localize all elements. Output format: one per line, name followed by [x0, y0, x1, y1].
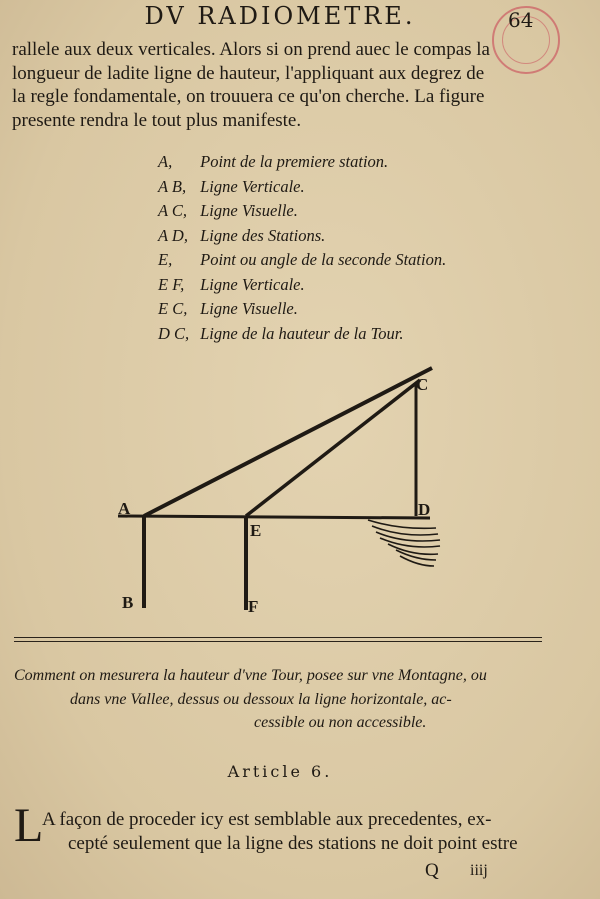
legend-item [158, 322, 478, 347]
legend-text: Point ou angle de la seconde Station. [200, 250, 447, 269]
legend-item [158, 224, 478, 249]
legend-label: A B, [158, 176, 187, 196]
legend-label: D C, [158, 323, 190, 343]
paragraph-2 [42, 808, 548, 856]
drop-cap: L [14, 799, 44, 852]
geometry-figure [110, 360, 460, 620]
legend-label: E F, [158, 274, 185, 294]
legend-item [158, 273, 478, 298]
text-line: presente rendra le tout plus manifeste. [12, 109, 302, 131]
point-label-e: E [250, 521, 262, 540]
point-label-b: B [122, 593, 134, 612]
catchword: Q [425, 860, 439, 881]
legend-item [158, 297, 478, 322]
legend-label: E C, [158, 299, 188, 318]
signature-mark: iiij [470, 862, 488, 879]
legend-item [158, 175, 478, 200]
text-line: longueur de ladite ligne de hauteur, l'appliquant aux degrez de [12, 62, 485, 84]
point-label-d: D [418, 500, 431, 519]
caption-line: dans vne Vallee, dessus ou dessoux la ligne horizontale, ac- [70, 690, 452, 708]
legend-item [158, 150, 478, 175]
separator-rule [14, 641, 542, 642]
point-label-c: C [416, 375, 429, 394]
legend-text: Ligne Verticale. [200, 176, 305, 196]
page-number: 64 [508, 8, 534, 32]
text-line: A façon de proceder icy est semblable aux precedentes, ex- [42, 809, 492, 830]
line-stations-ad [118, 516, 430, 518]
text-line: la regle fondamentale, on trouuera ce qu'on cherche. La figure [12, 86, 485, 107]
running-head: DV RADIOMETRE. [144, 2, 416, 30]
legend-label: A D, [158, 225, 188, 245]
article-heading: Article 6. [227, 762, 333, 781]
point-label-f: F [248, 597, 259, 616]
caption-line: cessible ou non accessible. [254, 714, 427, 731]
text-line: rallele aux deux verticales. Alors si on prend auec le compas la [12, 39, 490, 60]
legend-text: Ligne Verticale. [200, 274, 305, 294]
legend-text: Point de la premiere station. [200, 152, 389, 171]
legend-item [158, 248, 478, 273]
line-visual-ac [144, 368, 432, 516]
legend-text: Ligne des Stations. [200, 225, 326, 245]
legend-label: A, [158, 152, 173, 171]
legend-text: Ligne de la hauteur de la Tour. [200, 323, 404, 343]
point-label-a: A [118, 499, 131, 518]
legend-text: Ligne Visuelle. [200, 299, 298, 318]
legend-label: A C, [158, 201, 188, 220]
legend-text: Ligne Visuelle. [200, 201, 298, 220]
text-line: cepté seulement que la ligne des stations ne doit point estre [68, 833, 518, 854]
paragraph-1 [12, 38, 542, 132]
section-caption [14, 664, 548, 735]
legend-label: E, [158, 250, 173, 269]
hill-hatching [368, 520, 440, 566]
legend-item [158, 199, 478, 224]
caption-line: Comment on mesurera la hauteur d'vne Tour, posee sur vne Montagne, ou [14, 667, 487, 684]
figure-legend [158, 150, 478, 346]
separator-rule [14, 637, 542, 638]
